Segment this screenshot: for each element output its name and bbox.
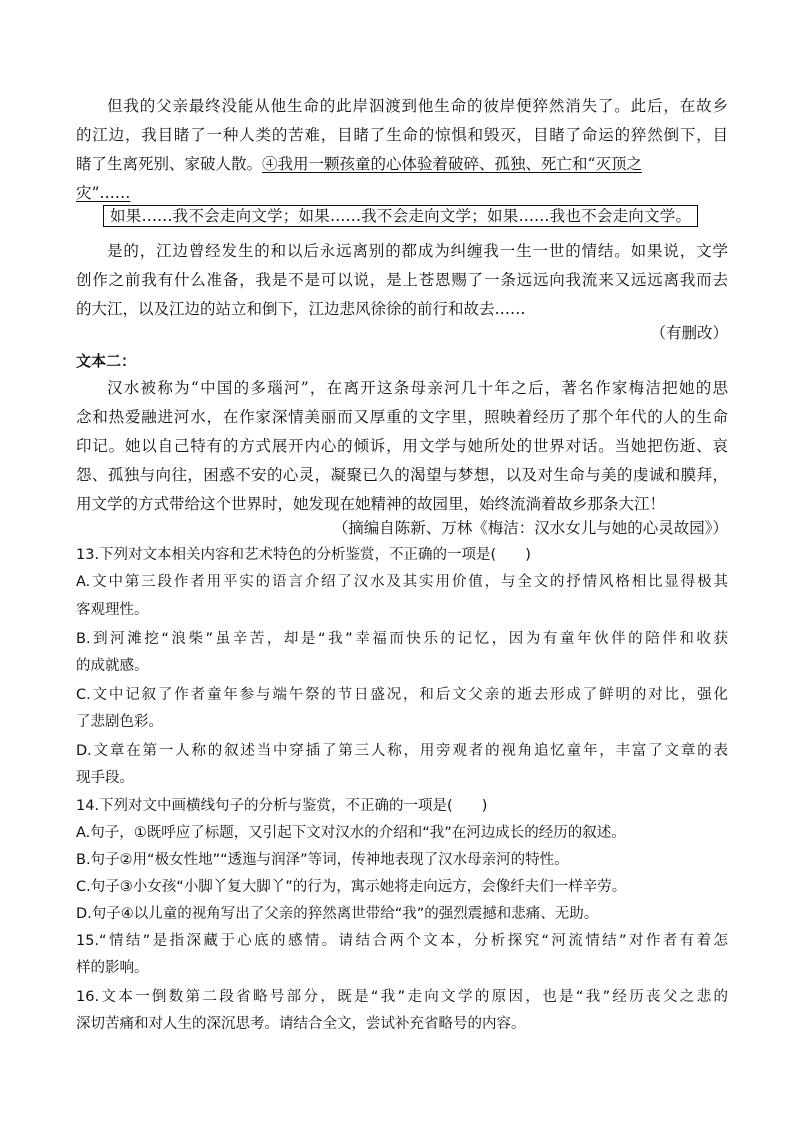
q14-option-c: C.句子③小女孩“小脚丫复大脚丫”的行为，寓示她将走向远方，会像纤夫们一样辛劳。 — [76, 879, 627, 895]
q15-line2: 样的影响。 — [76, 960, 149, 976]
boxed-omission-line: 如果……我不会走向文学；如果……我不会走向文学；如果……我也不会走向文学。 — [103, 205, 698, 227]
text2-citation: （摘编自陈新、万林《梅洁：汉水女儿与她的心灵故园》） — [332, 519, 728, 537]
q16-line1: 16.文本一倒数第二段省略号部分，既是“我”走向文学的原因，也是“我”经历丧父之悲的 — [76, 989, 728, 1005]
text2-line1: 汉水被称为“中国的多瑙河”，在离开这条母亲河几十年之后，著名作家梅洁把她的思 — [107, 379, 728, 397]
text1-p1-line2: 的江边，我目睹了一种人类的苦难，目睹了生命的惊惧和毁灭，目睹了命运的猝然倒下，目 — [76, 126, 728, 144]
q13-option-a-line1: A.文中第三段作者用平实的语言介绍了汉水及其实用价值，与全文的抒情风格相比显得极其 — [76, 574, 728, 590]
q13-option-d-line2: 现手段。 — [76, 770, 134, 786]
q13-option-d-line1: D.文章在第一人称的叙述当中穿插了第三人称，用旁观者的视角追忆童年，丰富了文章的表 — [76, 743, 728, 759]
q13-option-c-line1: C.文中记叙了作者童年参与端午祭的节日盛况，和后文父亲的逝去形成了鲜明的对比，强化 — [76, 687, 728, 703]
text1-p1-line4 — [76, 180, 728, 206]
q13-option-a-line2: 客观理性。 — [76, 602, 149, 618]
q13-option-b-line1: B.到河滩挖“浪柴”虽辛苦，却是“我”幸福而快乐的记忆，因为有童年伙伴的陪伴和收获 — [76, 631, 728, 647]
q14-stem: 14.下列对文中画横线句子的分析与鉴赏，不正确的一项是( ) — [76, 798, 488, 814]
text1-p3-line2: 创作之前我有什么准备，我是不是可以说，是上苍恩赐了一条远远向我流来又远远离我而去 — [76, 271, 728, 289]
text1-p1-line1: 但我的父亲最终没能从他生命的此岸泅渡到他生命的彼岸便猝然消失了。此后，在故乡 — [107, 97, 728, 115]
text1-p3-line3: 的大江，以及江边的站立和倒下，江边悲风徐徐的前行和故去…… — [76, 300, 526, 318]
q14-option-b: B.句子②用“极女性地”“透迤与润泽”等词，传神地表现了汉水母亲河的特性。 — [76, 852, 569, 868]
text2-heading: 文本二： — [76, 352, 137, 370]
q14-option-a: A.句子，①既呼应了标题，又引起下文对汉水的介绍和“我”在河边成长的经历的叙述。 — [76, 825, 626, 841]
text1-source-note: （有删改） — [650, 324, 728, 342]
underlined-sentence-4-cont: 灾”…… — [76, 184, 131, 202]
q16-line2: 深切苦痛和对人生的深沉思考。请结合全文，尝试补充省略号的内容。 — [76, 1016, 526, 1032]
q13-option-c-line2: 了悲剧色彩。 — [76, 714, 163, 730]
q15-line1: 15.“情结”是指深藏于心底的感情。请结合两个文本，分析探究“河流情结”对作者有着怎 — [76, 933, 728, 949]
underlined-sentence-4: ④我用一颗孩童的心体验着破碎、孤独、死亡和“灭顶之 — [262, 155, 642, 173]
text1-p1-line3 — [76, 151, 728, 177]
text1-p3-line1: 是的，江边曾经发生的和以后永远离别的都成为纠缠我一生一世的情结。如果说，文学 — [107, 242, 728, 260]
text2-line2: 念和热爱融进河水，在作家深情美丽而又厚重的文字里，照映着经历了那个年代的人的生命 — [76, 408, 728, 426]
q13-option-b-line2: 的成就感。 — [76, 658, 149, 674]
q13-stem: 13.下列对文本相关内容和艺术特色的分析鉴赏，不正确的一项是( ) — [76, 547, 531, 563]
text2-line5: 用文学的方式带给这个世界时，她发现在她精神的故园里，始终流淌着故乡那条大江！ — [76, 495, 666, 513]
text2-line3: 印记。她以自己特有的方式展开内心的倾诉，用文学与她所处的世界对话。当她把伤逝、哀 — [76, 437, 728, 455]
text1-p1-line3-plain: 睹了生离死别、家破人散。 — [76, 155, 263, 173]
text2-line4: 怨、孤独与向往，困惑不安的心灵，凝聚已久的渴望与梦想，以及对生命与美的虔诚和膜拜， — [76, 466, 728, 484]
q14-option-d: D.句子④以儿童的视角写出了父亲的猝然离世带给“我”的强烈震撼和悲痛、无助。 — [76, 906, 599, 922]
